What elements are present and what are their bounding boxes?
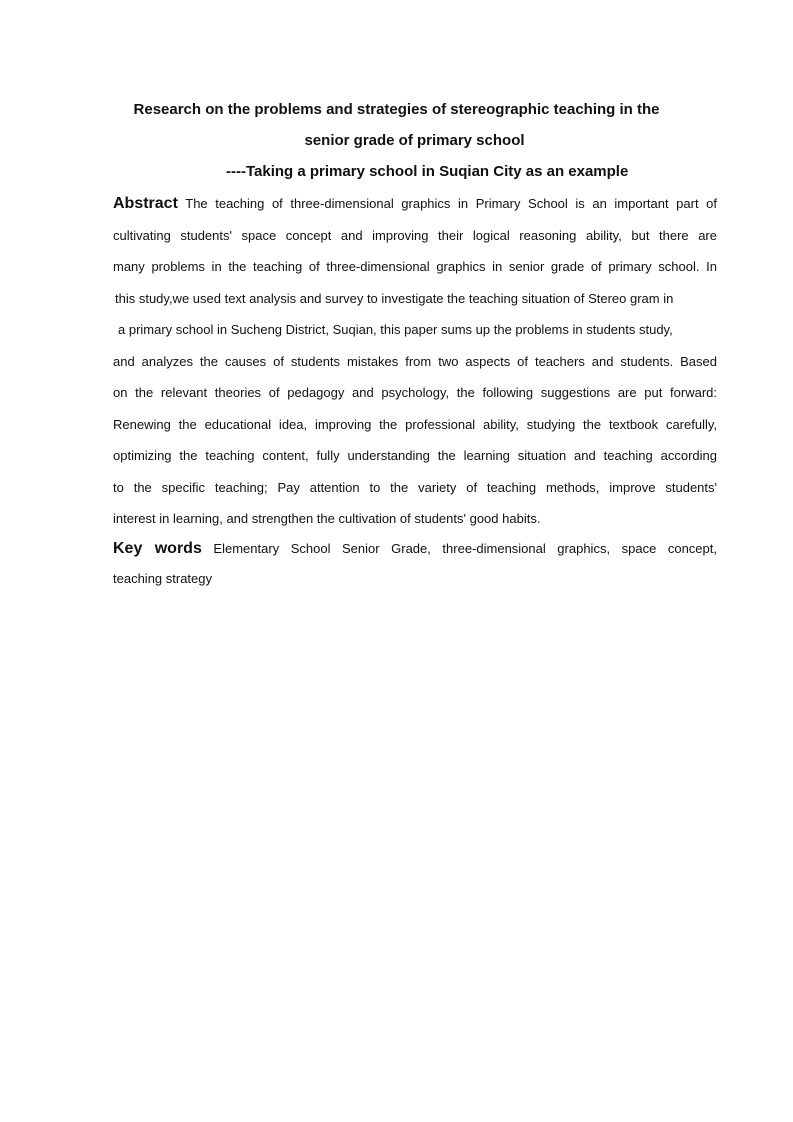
abstract-line: Renewing the educational idea, improving the professional ability, studying the textbook carefully, — [113, 416, 717, 432]
abstract-line — [113, 191, 717, 223]
paper-title-line-1: Research on the problems and strategies of stereographic teaching in the — [133, 101, 660, 118]
abstract-line: on the relevant theories of pedagogy and psychology, the following suggestions are put forward: — [113, 385, 717, 400]
keywords-line: teaching strategy — [113, 571, 213, 586]
abstract-line: optimizing the teaching content, fully understanding the learning situation and teaching according — [113, 448, 717, 463]
paper-subtitle: ----Taking a primary school in Suqian City as an example — [226, 163, 629, 180]
abstract-section — [113, 191, 717, 538]
keywords-text: Elementary School Senior Grade, three-dimensional graphics, space concept, — [213, 541, 717, 556]
abstract-line: and analyzes the causes of students mistakes from two aspects of teachers and students. Based — [113, 353, 717, 369]
keywords-heading: Key words — [113, 540, 202, 557]
paper-title-line-2: senior grade of primary school — [304, 132, 525, 149]
abstract-line: a primary school in Sucheng District, Suqian, this paper sums up the problems in students study, — [118, 322, 673, 337]
abstract-line: interest in learning, and strengthen the cultivation of students' good habits. — [113, 511, 541, 526]
abstract-line: this study,we used text analysis and survey to investigate the teaching situation of Stereo gram in — [115, 290, 674, 306]
abstract-line: many problems in the teaching of three-dimensional graphics in senior grade of primary school. In — [113, 259, 717, 274]
abstract-line: cultivating students' space concept and improving their logical reasoning ability, but there are — [113, 227, 717, 243]
abstract-text: The teaching of three-dimensional graphics in Primary School is an important part of — [185, 196, 717, 211]
keywords-section — [113, 536, 717, 596]
abstract-line: to the specific teaching; Pay attention to the variety of teaching methods, improve students' — [113, 479, 717, 495]
abstract-heading: Abstract — [113, 195, 178, 212]
keywords-line — [113, 536, 717, 566]
